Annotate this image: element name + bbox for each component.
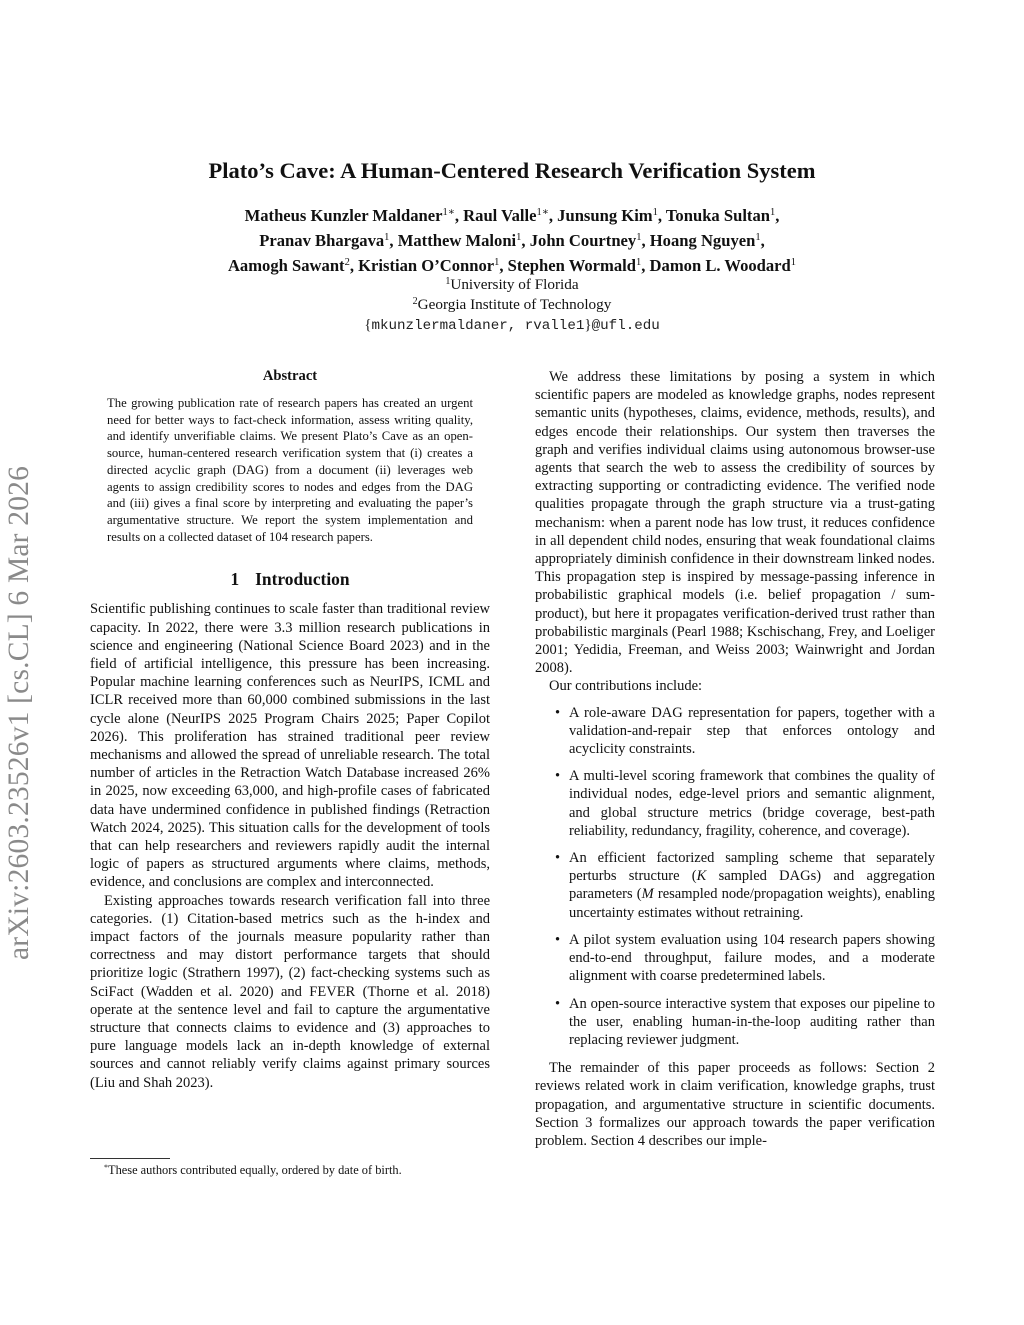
footnote (90, 1163, 490, 1178)
contributions-intro: Our contributions include: (549, 678, 703, 695)
author: Tonuka Sultan (665, 206, 770, 225)
author: Aamogh Sawant (227, 256, 345, 275)
affil-mark: 2 (412, 296, 418, 307)
intro-paragraph-2: Existing approaches towards research verification fall into three categories. (1) Citation-based metrics such as the h-index and impact factors of the journals measure popularity rather than correctness and may distort performance targets that should prioritize logic (Strathern 1997), (2) fact-checking systems such as SciFact (Wadden et al. 2020) and FEVER (Thorne et al. 2018) operate at the sentence level and fail to capture the argumentative structure that connects claims to evidence and (3) approaches to pure language models lack an in-depth knowledge of external sources and cannot reliably verify claims against primary sources (Liu and Shah 2023). (90, 892, 490, 1091)
author: Hoang Nguyen (649, 231, 756, 250)
brace-close: } (584, 316, 592, 333)
affiliation-2 (0, 295, 1024, 315)
affiliation-name: Georgia Institute of Technology (417, 296, 612, 313)
author: Pranav Bhargava (259, 231, 385, 250)
left-column (90, 368, 490, 1092)
author: Junsung Kim (557, 206, 653, 225)
affiliation-name: University of Florida (450, 276, 579, 293)
author: Damon L. Woodard (649, 256, 791, 275)
section-title: Introduction (255, 569, 350, 590)
paper-title: Plato’s Cave: A Human-Centered Research Verification System (208, 158, 816, 183)
author-line-2: Pranav Bhargava$^1$, Matthew Maloni$^1$, John Courtney$^1$, Hoang Nguyen$^1$, (259, 231, 765, 250)
brace-open: { (364, 316, 372, 333)
affiliation-1 (0, 275, 1024, 295)
math-number: 104 (762, 931, 785, 948)
author: Kristian O’Connor (358, 256, 495, 275)
footnote-mark: * (104, 1163, 108, 1172)
author-affil-mark: 1 (790, 257, 797, 268)
author-affil-mark: 1∗ (536, 207, 549, 218)
author-affil-mark: 1 (652, 207, 658, 218)
section-number: 1 (230, 569, 240, 590)
author-affil-mark: 1 (636, 232, 642, 243)
author-affil-mark: 1 (636, 257, 642, 268)
author-affil-mark: 1 (516, 232, 522, 243)
affil-mark: 1 (445, 276, 451, 287)
right-column (535, 368, 935, 1150)
contact-email (0, 315, 1024, 336)
right-paragraph-last: The remainder of this paper proceeds as follows: Section 2 reviews related work in claim verification, knowledge graphs, trust propagation, and argumentative structure in scientific documents. Section 3 formalizes our approach towards the paper verification problem. Section 4 describes our imple- (535, 1060, 935, 1149)
author-line-3: Aamogh Sawant$^2$, Kristian O’Connor$^1$, Stephen Wormald$^1$, Damon L. Woodard$^1$ (227, 256, 797, 275)
list-item: • An open-source interactive system that exposes our pipeline to the user, enabling human-in-the-loop auditing rather than replacing reviewer judgment. (569, 995, 935, 1050)
author-affil-mark: 2 (344, 257, 350, 268)
contributions-list (535, 704, 935, 1049)
list-item (569, 931, 935, 986)
list-item (569, 849, 935, 922)
author-affil-mark: 1 (384, 232, 390, 243)
math-symbol: M (641, 886, 654, 903)
abstract-text: The growing publication rate of research papers has created an urgent need for better ways to fact-check information, assess writing quality, and identify unverifiable claims. We present Plato’s Cave as an open-source, human-centered research verification system that (i) creates a directed acyclic graph (DAG) from a document (ii) leverages web agents to assign credibility scores to nodes and edges from the DAG and (iii) gives a final score by interpreting and evaluating the paper’s argumentative structure. We report the system implementation and results on a collected dataset of 104 research papers. (107, 396, 473, 544)
author-affil-mark: 1 (494, 257, 500, 268)
abstract-heading: Abstract (262, 368, 318, 384)
affiliations (0, 275, 1024, 336)
author-affil-mark: 1 (755, 232, 761, 243)
list-item-text: A pilot system evaluation using (569, 931, 763, 948)
author: Stephen Wormald (507, 256, 636, 275)
list-item: • A role-aware DAG representation for papers, together with a validation-and-repair step that enforces ontology and acyclicity constraints. (569, 704, 935, 759)
author-affil-mark: 1∗ (442, 207, 455, 218)
list-item-text: An efficient factorized sampling scheme that separately perturbs structure ( (569, 850, 935, 885)
author: John Courtney (529, 231, 637, 250)
author-line-1: Matheus Kunzler Maldaner$^{1∗}$, Raul Valle$^{1∗}$, Junsung Kim$^1$, Tonuka Sultan$^1$, (244, 206, 780, 225)
list-item-text: resampled node/propagation weights), enabling uncertainty estimates without retraining. (569, 886, 935, 921)
footnote-divider (90, 1158, 170, 1159)
author-affil-mark: 1 (769, 207, 776, 218)
intro-paragraph-1: Scientific publishing continues to scale faster than traditional review capacity. In 2022, there were 3.3 million research publications in science and engineering (National Science Board 2023) and in the field of artificial intelligence, this pressure has been increasing. Popular machine learning conferences such as NeurIPS, ICML and ICLR received more than 60,000 combined submissions in the last cycle alone (NeurIPS 2025 Program Chairs 2025; Paper Copilot 2026). This proliferation has strained traditional peer review mechanisms and allowed the spread of unreliable research. The total number of articles in the Retraction Watch Database increased 26% in 2025, now exceeding 63,000, and high-profile cases of fabricated data have undermined confidence in published findings (Retraction Watch 2024, 2025). This situation calls for the development of tools that can help researchers and reviewers rapidly audit the internal logic of papers as structured arguments where claims, methods, evidence, and conclusions are complex and interconnected. (90, 601, 490, 891)
list-item-text: research papers showing end-to-end throughput, failure modes, and a moderate alignment with coarse predetermined labels. (569, 931, 935, 985)
right-paragraph-1: We address these limitations by posing a system in which scientific papers are modeled as knowledge graphs, nodes represent semantic units (hypotheses, claims, evidence, methods, results), and edges encode their relationships. Our system then traverses the graph and verifies individual claims using autonomous browser-use agents that search the web to assess the credibility of sources by extracting supporting or contradicting evidence. The verified node qualities propagate through the graph structure via a trust-gating mechanism: when a parent node has low trust, it reduces confidence in all dependent child nodes, ensuring that weak foundational claims appropriately diminish confidence in their downstream linked nodes. This propagation step is inspired by message-passing inference in probabilistic graphical models (i.e. belief propagation / sum-product), but here it propagates verification-derived trust rather than probabilistic marginals (Pearl 1988; Kschischang, Frey, and Loeliger 2001; Yedidia, Freeman, and Weiss 2003; Wainwright and Jordan 2008). (535, 369, 935, 677)
author: Matthew Maloni (397, 231, 517, 250)
author: Matheus Kunzler Maldaner (244, 206, 443, 225)
footnote-text: These authors contributed equally, ordered by date of birth. (108, 1163, 402, 1177)
arxiv-identifier: arXiv:2603.23526v1 [cs.CL] 6 Mar 2026 (3, 465, 35, 960)
math-symbol: K (696, 868, 707, 885)
email-domain: @ufl.edu (591, 318, 660, 334)
author-list (0, 203, 1024, 278)
email-users: mkunzlermaldaner, rvalle1 (371, 318, 585, 334)
list-item: • A multi-level scoring framework that combines the quality of individual nodes, edge-level priors and semantic alignment, and global structure metrics (bridge coverage, best-path reliability, redundancy, fragility, coherence, and coverage). (569, 767, 935, 840)
section-heading-introduction (90, 569, 490, 590)
author: Raul Valle (463, 206, 537, 225)
list-item-text: sampled DAGs) and aggregation parameters ( (569, 868, 935, 903)
